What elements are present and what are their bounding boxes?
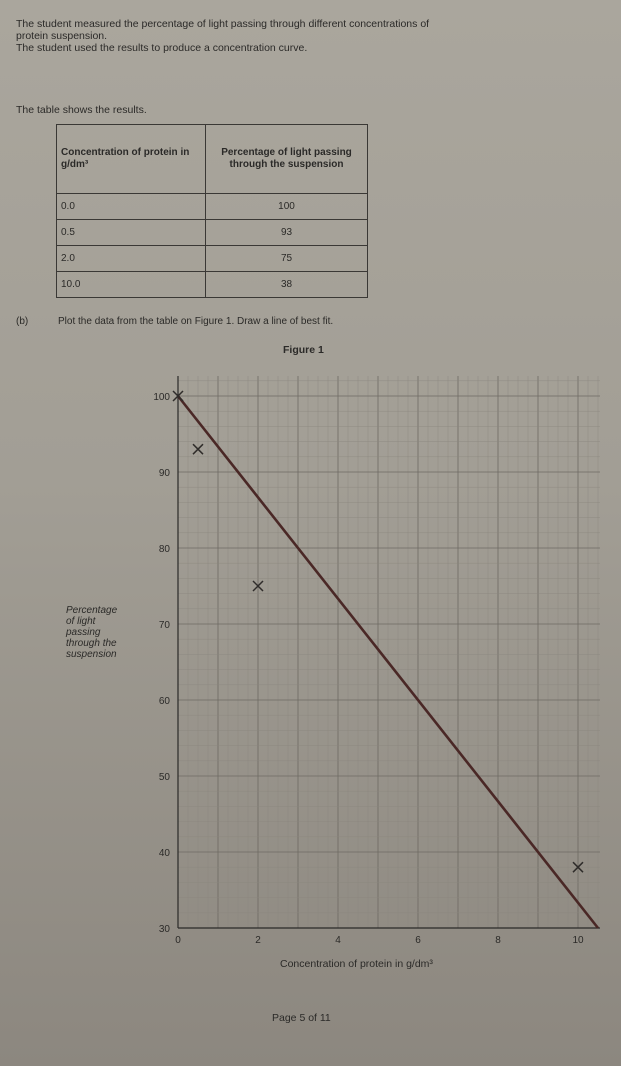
cell-percentage: 100 bbox=[206, 194, 368, 220]
y-tick-label: 100 bbox=[153, 392, 170, 403]
y-axis-label-line: of light bbox=[66, 616, 96, 627]
header-percentage: Percentage of light passing through the suspension bbox=[206, 125, 368, 194]
y-axis-label-line: Percentage bbox=[66, 605, 118, 616]
y-tick-label: 80 bbox=[158, 544, 170, 555]
question-text: Plot the data from the table on Figure 1. Draw a line of best fit. bbox=[58, 316, 334, 327]
x-tick-label: 4 bbox=[335, 935, 341, 946]
y-tick-label: 60 bbox=[158, 696, 170, 707]
x-tick-label: 2 bbox=[255, 935, 261, 946]
page-footer: Page 5 of 11 bbox=[272, 1012, 331, 1024]
x-tick-label: 6 bbox=[415, 935, 421, 946]
x-axis-label: Concentration of protein in g/dm³ bbox=[280, 958, 433, 970]
table-lead-text: The table shows the results. bbox=[16, 104, 147, 116]
x-tick-label: 8 bbox=[495, 935, 501, 946]
question-number: (b) bbox=[16, 316, 29, 327]
cell-concentration: 10.0 bbox=[57, 272, 206, 298]
header-concentration: Concentration of protein in g/dm³ bbox=[57, 125, 206, 194]
intro-line-3: The student used the results to produce a concentration curve. bbox=[16, 42, 308, 54]
y-tick-label: 90 bbox=[158, 468, 170, 479]
y-tick-label: 40 bbox=[158, 848, 170, 859]
cell-concentration: 2.0 bbox=[57, 246, 206, 272]
cell-percentage: 38 bbox=[206, 272, 368, 298]
cell-percentage: 93 bbox=[206, 220, 368, 246]
intro-line-1: The student measured the percentage of light passing through different concentrations of bbox=[16, 18, 430, 30]
intro-line-2: protein suspension. bbox=[16, 30, 108, 42]
cell-concentration: 0.5 bbox=[57, 220, 206, 246]
y-axis-label-line: through the bbox=[66, 638, 117, 649]
figure-title: Figure 1 bbox=[283, 344, 324, 356]
y-axis-label-line: passing bbox=[66, 627, 101, 638]
cell-percentage: 75 bbox=[206, 246, 368, 272]
cell-concentration: 0.0 bbox=[57, 194, 206, 220]
x-tick-label: 0 bbox=[175, 935, 181, 946]
y-tick-label: 50 bbox=[158, 772, 170, 783]
y-tick-label: 70 bbox=[158, 620, 170, 631]
x-tick-label: 10 bbox=[572, 935, 584, 946]
y-tick-label: 30 bbox=[158, 924, 170, 935]
y-axis-label-line: suspension bbox=[66, 649, 117, 660]
